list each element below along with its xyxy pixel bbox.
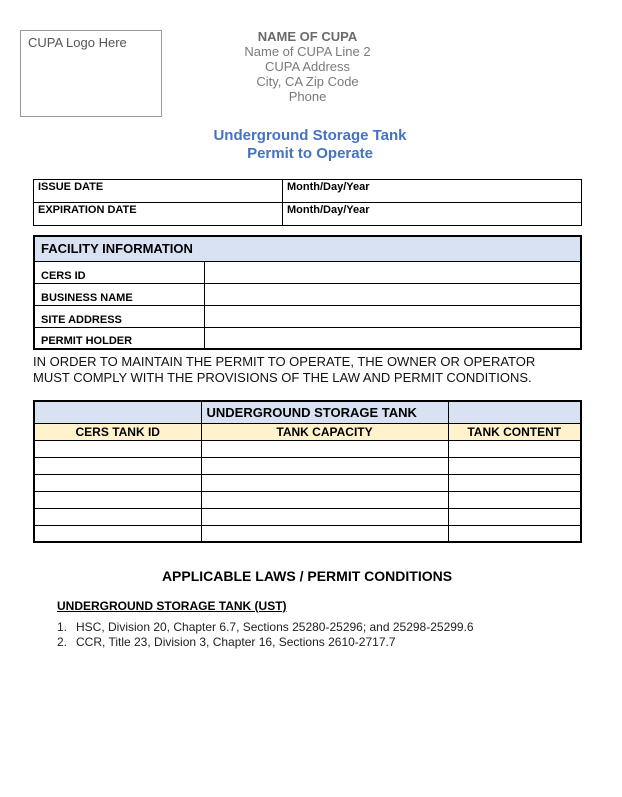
tank-row <box>34 474 581 491</box>
tank-row <box>34 525 581 542</box>
law-item <box>57 635 474 650</box>
issue-date-value[interactable]: Month/Day/Year <box>283 180 582 203</box>
facility-row-cers-id <box>34 261 581 283</box>
compliance-notice <box>33 354 593 386</box>
cers-tank-id-cell[interactable] <box>34 457 201 474</box>
tank-capacity-cell[interactable] <box>201 525 448 542</box>
tank-content-cell[interactable] <box>448 508 581 525</box>
tank-content-cell[interactable] <box>448 440 581 457</box>
expiration-date-row <box>34 203 582 226</box>
tank-capacity-cell[interactable] <box>201 474 448 491</box>
facility-row-business-name <box>34 283 581 305</box>
logo-placeholder-text: CUPA Logo Here <box>28 35 127 50</box>
law-item-number: 1. <box>57 620 68 634</box>
tank-table-heading: UNDERGROUND STORAGE TANK <box>201 401 448 423</box>
facility-row-site-address <box>34 305 581 327</box>
law-item <box>57 620 474 635</box>
column-header-tank-capacity: TANK CAPACITY <box>201 423 448 440</box>
tank-row <box>34 491 581 508</box>
issue-date-row <box>34 180 582 203</box>
expiration-date-label: EXPIRATION DATE <box>34 203 283 226</box>
cupa-phone: Phone <box>288 89 327 104</box>
business-name-label: BUSINESS NAME <box>34 283 204 305</box>
law-item-text: CCR, Title 23, Division 3, Chapter 16, Sections 2610-2717.7 <box>76 635 396 649</box>
tank-row <box>34 457 581 474</box>
facility-row-permit-holder <box>34 327 581 349</box>
tank-row <box>34 508 581 525</box>
tank-table-heading-blank-right <box>448 401 581 423</box>
applicable-laws-title: APPLICABLE LAWS / PERMIT CONDITIONS <box>161 568 453 584</box>
permit-title-line1: Underground Storage Tank <box>213 127 407 144</box>
column-header-tank-content: TANK CONTENT <box>448 423 581 440</box>
cupa-city: City, CA Zip Code <box>256 74 359 89</box>
tank-content-cell[interactable] <box>448 474 581 491</box>
tank-capacity-cell[interactable] <box>201 457 448 474</box>
cers-tank-id-cell[interactable] <box>34 474 201 491</box>
tank-row <box>34 440 581 457</box>
cupa-logo-placeholder <box>20 30 162 117</box>
facility-information-table <box>33 235 582 350</box>
cers-tank-id-cell[interactable] <box>34 525 201 542</box>
expiration-date-value[interactable]: Month/Day/Year <box>283 203 582 226</box>
law-item-number: 2. <box>57 635 68 649</box>
date-table <box>33 179 582 226</box>
law-item-text: HSC, Division 20, Chapter 6.7, Sections 25280-25296; and 25298-25299.6 <box>76 620 474 634</box>
cers-id-field[interactable] <box>204 261 581 283</box>
cers-tank-id-cell[interactable] <box>34 440 201 457</box>
ust-subheading: UNDERGROUND STORAGE TANK (UST) <box>57 599 287 613</box>
tank-table <box>33 400 582 543</box>
tank-capacity-cell[interactable] <box>201 440 448 457</box>
permit-title-line2: Permit to Operate <box>247 145 373 162</box>
cupa-address: CUPA Address <box>264 59 351 74</box>
law-list <box>57 620 474 650</box>
cupa-name: NAME OF CUPA <box>257 29 358 44</box>
cers-tank-id-cell[interactable] <box>34 491 201 508</box>
cupa-header <box>205 29 410 104</box>
tank-capacity-cell[interactable] <box>201 508 448 525</box>
tank-content-cell[interactable] <box>448 525 581 542</box>
tank-table-heading-blank-left <box>34 401 201 423</box>
cers-id-label: CERS ID <box>34 261 204 283</box>
compliance-notice-line1: IN ORDER TO MAINTAIN THE PERMIT TO OPERATE, THE OWNER OR OPERATOR <box>33 354 536 369</box>
permit-holder-field[interactable] <box>204 327 581 349</box>
site-address-field[interactable] <box>204 305 581 327</box>
permit-title <box>160 127 460 163</box>
facility-information-heading: FACILITY INFORMATION <box>34 236 581 261</box>
tank-content-cell[interactable] <box>448 491 581 508</box>
column-header-cers-tank-id: CERS TANK ID <box>34 423 201 440</box>
tank-capacity-cell[interactable] <box>201 491 448 508</box>
compliance-notice-line2: MUST COMPLY WITH THE PROVISIONS OF THE LAW AND PERMIT CONDITIONS. <box>33 370 532 385</box>
cupa-name-line2: Name of CUPA Line 2 <box>244 44 371 59</box>
business-name-field[interactable] <box>204 283 581 305</box>
cers-tank-id-cell[interactable] <box>34 508 201 525</box>
permit-holder-label: PERMIT HOLDER <box>34 327 204 349</box>
tank-content-cell[interactable] <box>448 457 581 474</box>
issue-date-label: ISSUE DATE <box>34 180 283 203</box>
site-address-label: SITE ADDRESS <box>34 305 204 327</box>
